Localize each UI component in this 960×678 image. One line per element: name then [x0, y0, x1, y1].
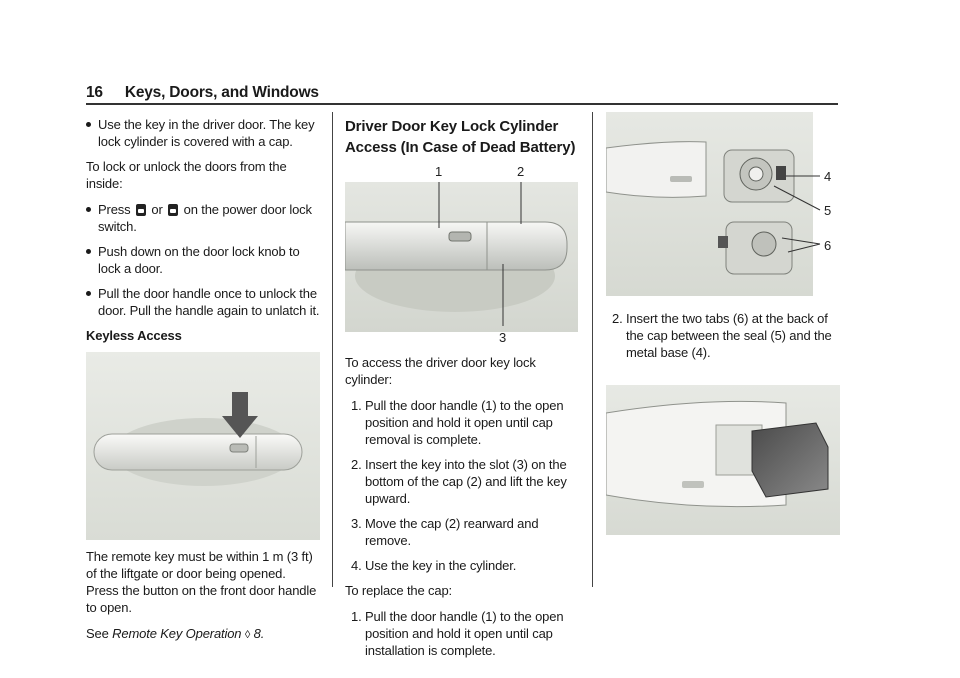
column-divider — [332, 112, 333, 587]
column-3 — [606, 112, 842, 535]
callout-2: 2 — [517, 164, 525, 179]
keyless-access-illustration — [86, 352, 320, 540]
access-intro: To access the driver door key lock cylinder: — [345, 355, 536, 387]
inside-intro: To lock or unlock the doors from the inside: — [86, 159, 287, 191]
key-cylinder-illustration — [345, 164, 581, 344]
press-rest: on the power door lock switch. — [98, 202, 312, 234]
column-divider — [592, 112, 593, 587]
page-number: 16 — [86, 84, 103, 101]
step-item: 2. Insert the two tabs (6) at the back of the cap between the seal (5) and the metal base (4). — [612, 311, 832, 360]
replace-intro: To replace the cap: — [345, 583, 452, 598]
bullet-item: Push down on the door lock knob to lock a door. — [86, 243, 320, 277]
bullet-item — [86, 201, 320, 235]
callout-5: 5 — [824, 203, 832, 218]
lock-icon — [136, 204, 146, 216]
step-item: 4. Use the key in the cylinder. — [351, 558, 517, 573]
section-heading: Driver Door Key Lock Cylinder Access (In Case of Dead Battery) — [345, 118, 576, 156]
running-header — [86, 84, 319, 102]
header-rule — [86, 103, 838, 105]
press-word: Press — [98, 202, 131, 217]
step-item: 1. Pull the door handle (1) to the open position and hold it open until cap installation is complete. — [351, 609, 564, 658]
keyless-heading: Keyless Access — [86, 328, 182, 343]
callout-6: 6 — [824, 238, 832, 253]
step-item: 1. Pull the door handle (1) to the open position and hold it open until cap removal is complete. — [351, 398, 564, 447]
cap-tabs-illustration — [606, 112, 842, 296]
page-ref-icon: ◊ — [244, 629, 251, 641]
remote-key-link[interactable]: Remote Key Operation — [112, 626, 242, 641]
bullet-item: Use the key in the driver door. The key lock cylinder is covered with a cap. — [86, 116, 320, 150]
see-word: See — [86, 626, 109, 641]
or-word: or — [151, 202, 163, 217]
column-1 — [86, 116, 320, 653]
cap-install-illustration — [606, 385, 840, 535]
see-reference — [86, 625, 320, 644]
chapter-title: Keys, Doors, and Windows — [124, 84, 319, 101]
bullet-item: Pull the door handle once to unlock the door. Pull the handle again to unlatch it. — [86, 285, 320, 319]
callout-1: 1 — [435, 164, 443, 179]
step-item: 3. Move the cap (2) rearward and remove. — [351, 516, 539, 548]
page-ref[interactable]: 8. — [253, 626, 265, 641]
unlock-icon — [168, 204, 178, 216]
step-item: 2. Insert the key into the slot (3) on the bottom of the cap (2) and lift the key upward. — [351, 457, 567, 506]
column-2 — [345, 116, 581, 667]
keyless-text: The remote key must be within 1 m (3 ft) of the liftgate or door being opened. Press the button on the front door handle to open. — [86, 549, 317, 615]
callout-3: 3 — [499, 330, 507, 344]
callout-4: 4 — [824, 169, 832, 184]
